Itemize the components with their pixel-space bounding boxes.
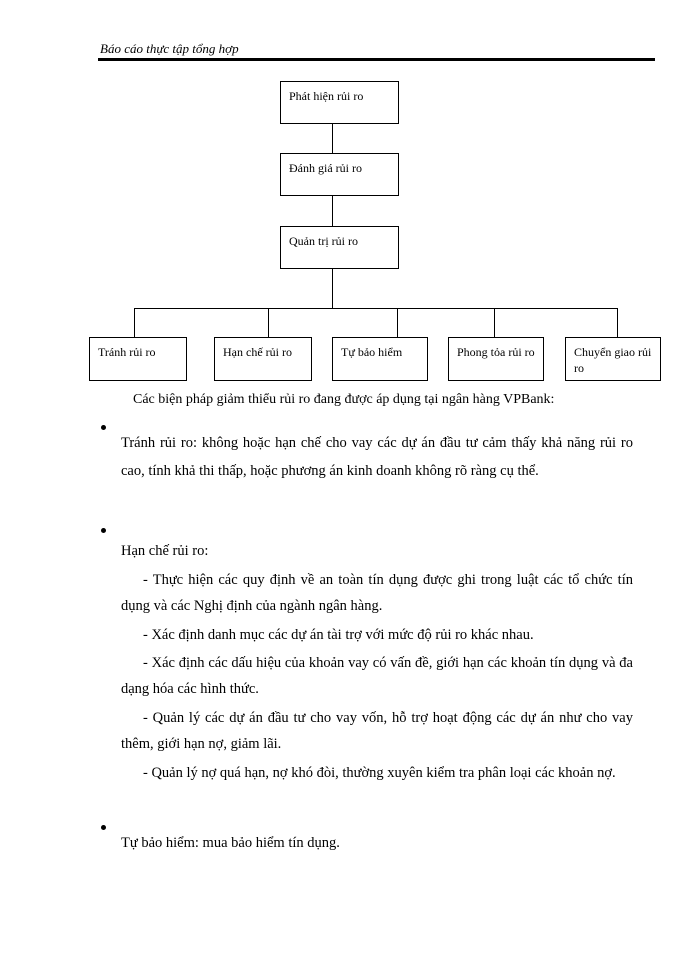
- box-label: Tránh rủi ro: [98, 345, 156, 359]
- avoid-risk-paragraph: Tránh rủi ro: không hoặc hạn chế cho vay các dự án đầu tư cảm thấy khả năng rủi ro cao, tính khả thi thấp, hoặc phương án kinh doanh không rõ ràng cụ thể.: [121, 435, 633, 479]
- connector: [332, 269, 333, 308]
- limit-item: - Quản lý nợ quá hạn, nợ khó đòi, thường xuyên kiểm tra phân loại các khoản nợ.: [143, 765, 616, 781]
- branch-drop: [268, 308, 269, 337]
- connector: [332, 124, 333, 153]
- branch-drop: [494, 308, 495, 337]
- limit-item: - Xác định danh mục các dự án tài trợ với mức độ rủi ro khác nhau.: [143, 627, 534, 643]
- bullet-dot: [101, 825, 106, 830]
- box-tranh-rui-ro: [89, 337, 187, 381]
- box-label: Chuyển giao rủi ro: [574, 345, 652, 375]
- header-rule: [98, 58, 655, 61]
- branch-drop: [617, 308, 618, 337]
- box-label: Hạn chế rủi ro: [223, 345, 292, 359]
- connector: [332, 196, 333, 226]
- branch-drop: [397, 308, 398, 337]
- box-label: Phát hiện rủi ro: [289, 89, 364, 103]
- box-phong-toa-rui-ro: [448, 337, 544, 381]
- box-tu-bao-hiem: [332, 337, 428, 381]
- box-quan-tri: [280, 226, 399, 269]
- self-insurance-paragraph: Tự bảo hiểm: mua bảo hiểm tín dụng.: [121, 835, 340, 851]
- limit-item: - Quản lý các dự án đầu tư cho vay vốn, hỗ trợ hoạt động các dự án như cho vay thêm, giới hạn nợ, giảm lãi.: [121, 710, 633, 752]
- bullet-dot: [101, 528, 106, 533]
- bullet-dot: [101, 425, 106, 430]
- branch-drop: [134, 308, 135, 337]
- box-label: Tự bảo hiểm: [341, 345, 403, 359]
- box-han-che-rui-ro: [214, 337, 312, 381]
- box-label: Quản trị rủi ro: [289, 234, 358, 248]
- box-danh-gia: [280, 153, 399, 196]
- limit-item: - Xác định các dấu hiệu của khoản vay có vấn đề, giới hạn các khoản tín dụng và đa dạng hóa các hình thức.: [121, 655, 633, 697]
- box-label: Đánh giá rủi ro: [289, 161, 362, 175]
- measures-caption: Các biện pháp giảm thiểu rủi ro đang được áp dụng tại ngân hàng VPBank:: [133, 392, 555, 407]
- branch-bus: [134, 308, 618, 309]
- limit-item: - Thực hiện các quy định về an toàn tín dụng được ghi trong luật các tổ chức tín dụng và các Nghị định của ngành ngân hàng.: [121, 572, 633, 614]
- box-chuyen-giao-rui-ro: [565, 337, 661, 381]
- box-label: Phong tỏa rủi ro: [457, 345, 535, 359]
- limit-risk-title: Hạn chế rủi ro:: [121, 543, 209, 559]
- page-header-title: Báo cáo thực tập tổng hợp: [100, 41, 239, 56]
- box-phat-hien: [280, 81, 399, 124]
